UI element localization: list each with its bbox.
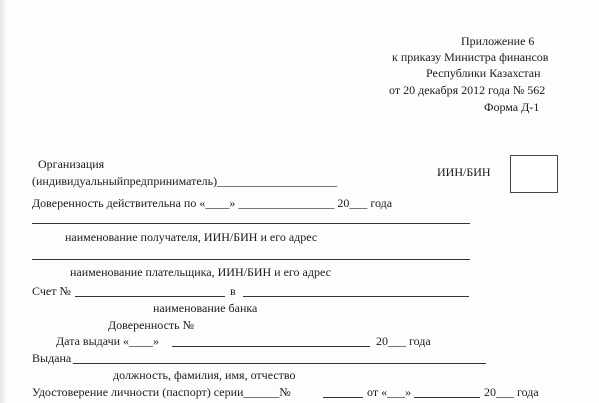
poa-number-label: Доверенность № (108, 318, 195, 332)
bank-caption: наименование банка (153, 301, 258, 315)
id-card-year: 20___ года (484, 385, 539, 399)
id-card-month-line[interactable] (414, 397, 480, 398)
issued-to-label: Выдана (32, 351, 72, 365)
id-card-label: Удостоверение личности (паспорт) серии______№ (32, 385, 291, 399)
id-card-number-line[interactable] (323, 397, 363, 398)
validity-line: Доверенность действительна по «____» ________________ 20___ года (32, 196, 393, 210)
header-order: к приказу Министра финансов (392, 50, 549, 64)
account-number-line[interactable] (75, 296, 225, 297)
recipient-line[interactable] (32, 223, 470, 224)
issue-date-year: 20___ года (376, 334, 431, 348)
header-appendix: Приложение 6 (461, 34, 535, 48)
id-card-from: от «___» (367, 385, 412, 399)
page-shadow (0, 0, 8, 403)
iin-label: ИИН/БИН (437, 165, 491, 179)
header-republic: Республики Казахстан (426, 66, 541, 80)
account-in-label: в (230, 284, 236, 298)
issue-date-month-line[interactable] (172, 346, 370, 347)
issued-to-line[interactable] (73, 363, 486, 364)
position-caption: должность, фамилия, имя, отчество (113, 368, 296, 382)
header-date: от 20 декабря 2012 года № 562 (389, 83, 546, 97)
recipient-caption: наименование получателя, ИИН/БИН и его адрес (65, 230, 318, 244)
organization-sub-label: (индивидуальныйпредприниматель)____________________ (32, 174, 338, 188)
payer-line[interactable] (32, 259, 470, 260)
issue-date-label: Дата выдачи «____» (56, 334, 160, 348)
bank-name-line[interactable] (243, 296, 469, 297)
payer-caption: наименование плательщика, ИИН/БИН и его адрес (70, 265, 331, 279)
organization-label: Организация (38, 157, 105, 171)
account-label: Счет № (32, 284, 71, 298)
iin-input-box[interactable] (510, 155, 558, 193)
header-form: Форма Д-1 (484, 100, 540, 114)
